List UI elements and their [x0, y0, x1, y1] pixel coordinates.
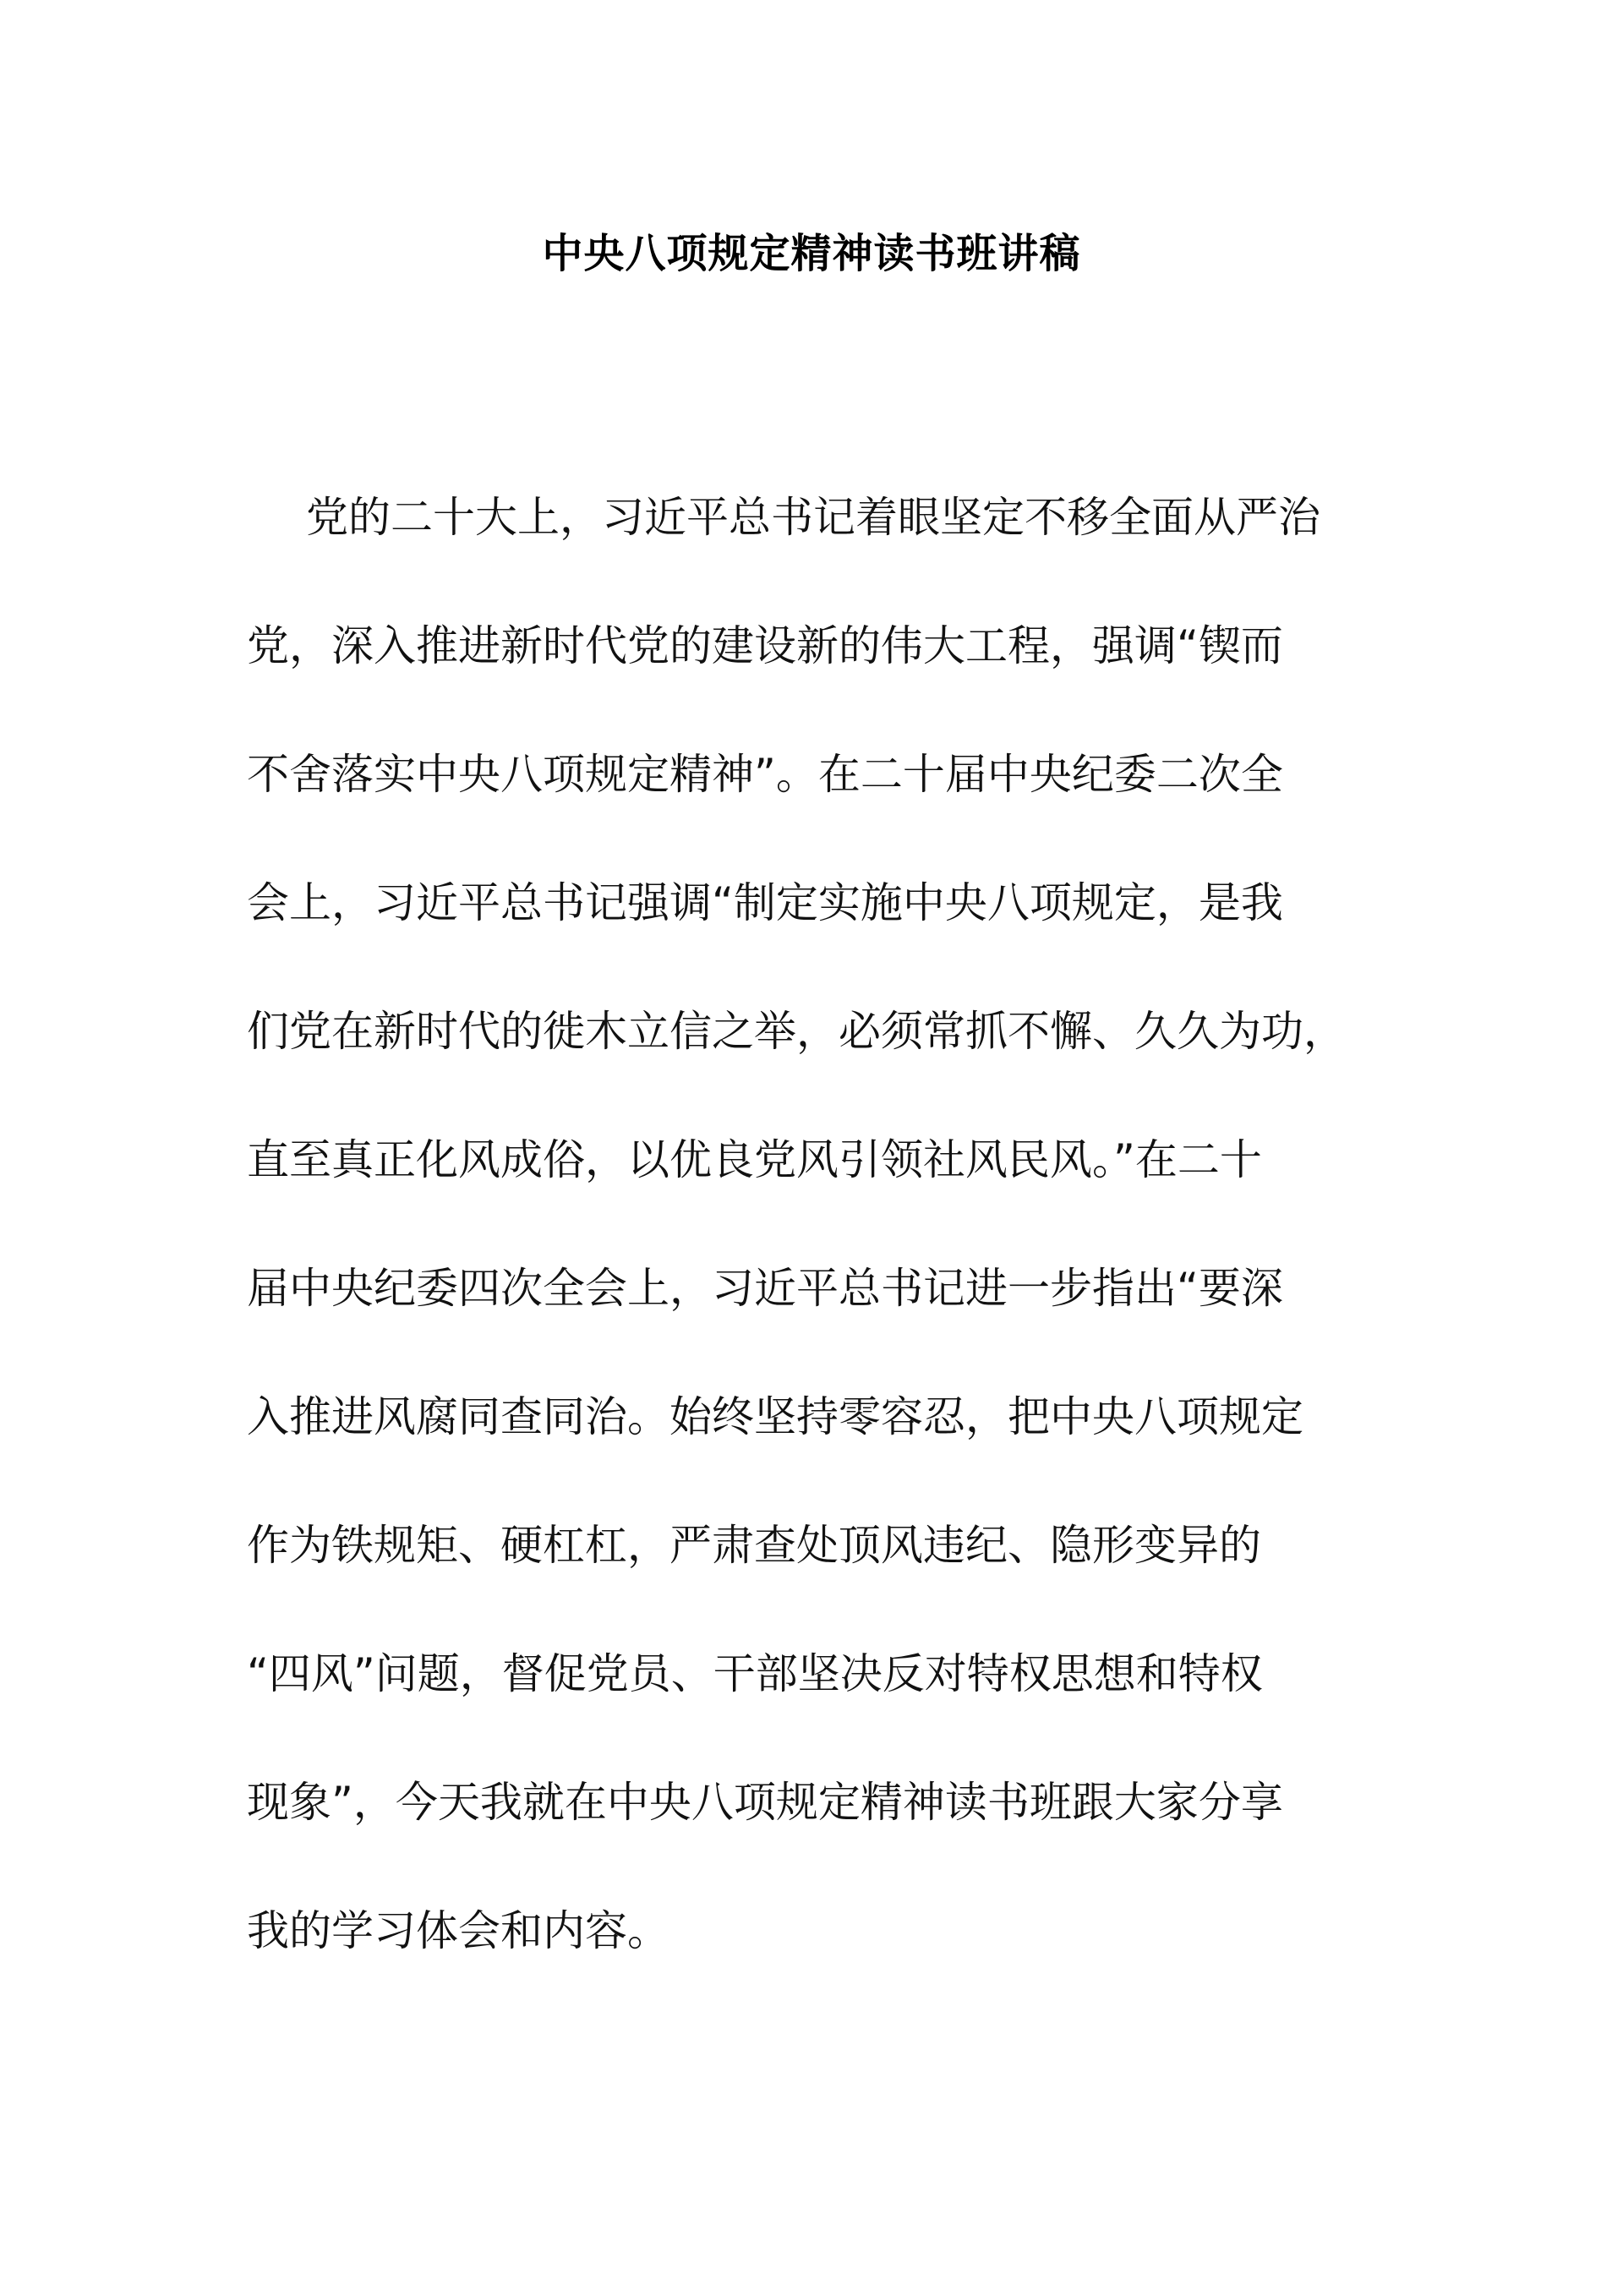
- document-body: [247, 490, 1396, 2032]
- paragraph-line: 们党在新时代的徙木立信之举，必须常抓不懈、久久为功，: [247, 1007, 1346, 1056]
- paragraph-line: 届中央纪委四次全会上，习近平总书记进一步指出“要深: [247, 1264, 1283, 1313]
- paragraph-line: 我的学习体会和内容。: [247, 1906, 669, 1955]
- paragraph-line: 不舍落实中央八项规定精神”。在二十届中央纪委二次全: [247, 750, 1283, 799]
- paragraph-line: 党的二十大上，习近平总书记着眼坚定不移全面从严治: [306, 493, 1320, 542]
- paragraph-line: 现象”，今天我就在中央八项规定精神读书班跟大家分享: [247, 1778, 1283, 1827]
- paragraph-line: 会上，习近平总书记强调“制定实施中央八项规定，是我: [247, 878, 1283, 927]
- paragraph-line: 作为铁规矩、硬杠杠，严肃查处顶风违纪、隐形变异的: [247, 1521, 1261, 1570]
- paragraph-line: 党，深入推进新时代党的建设新的伟大工程，强调“锲而: [247, 621, 1283, 670]
- document-title: 中央八项规定精神读书班讲稿: [542, 230, 1081, 277]
- paragraph-line: 入推进风腐同查同治。始终坚持零容忍，把中央八项规定: [247, 1392, 1303, 1441]
- paragraph-line: “四风”问题，督促党员、干部坚决反对特权思想和特权: [247, 1649, 1263, 1698]
- paragraph-line: 直至真正化风成俗，以优良党风引领社风民风。”在二十: [247, 1135, 1262, 1184]
